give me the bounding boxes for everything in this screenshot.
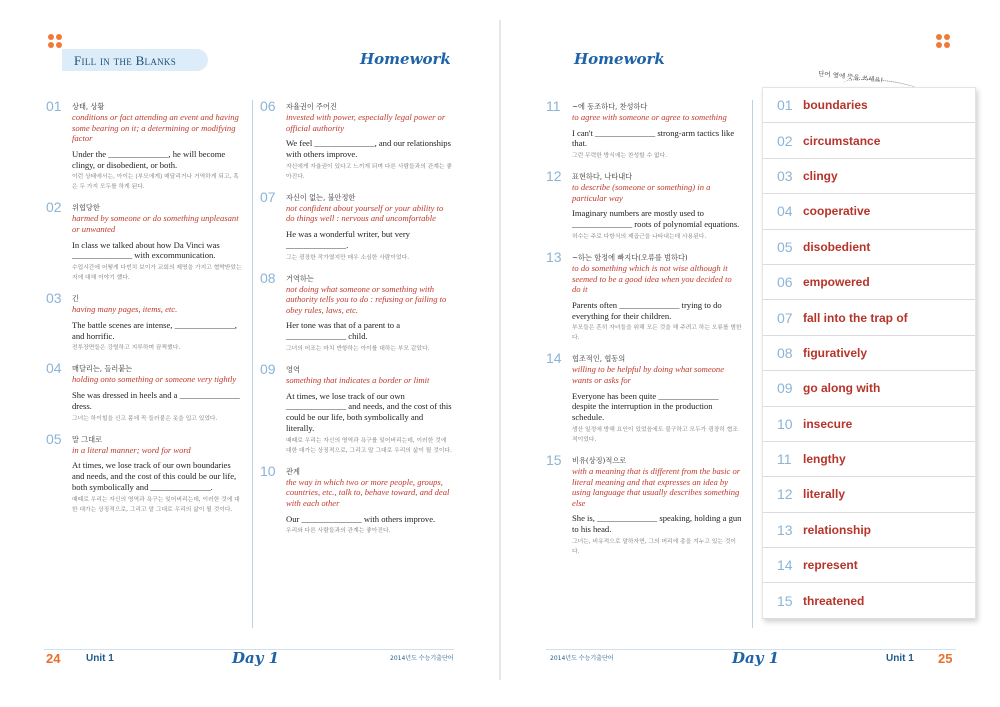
source-label-left: 2014년도 수능기출단어: [390, 655, 454, 662]
answer-word: cooperative: [803, 204, 871, 219]
entry-translation: 때때로 우리는 자신의 영역과 욕구를 잊어버리는데, 이러한 것에 대한 대가는 상징적으로, 그리고 말 그대로 우리의 삶이 될 것이다.: [286, 437, 452, 454]
entry-head: [546, 168, 742, 185]
answer-number: 10: [777, 415, 793, 432]
entry-translation: 이런 상태에서는, 아이는 (부모에게) 매달리거나 거역하게 되고, 혹은 두 가지 모두를 하게 된다.: [72, 174, 239, 191]
entries-column-1: [46, 100, 242, 524]
vocab-entry: [260, 100, 452, 182]
answer-word: figuratively: [803, 345, 868, 360]
entry-head: [260, 100, 452, 112]
entry-translation: 자신에게 자율권이 있다고 느끼게 되며 다른 사람들과의 관계는 좋아진다.: [286, 163, 452, 180]
entry-translation: 생산 일정에 방해 요인이 있었음에도 불구하고 모두가 굉장히 협조적이었다.: [572, 426, 738, 443]
entry-example: Her tone was that of a parent to a ______________ child.: [286, 320, 401, 342]
vocab-entry: [546, 352, 742, 445]
handwritten-note: 단어 옆에 뜻을 쓰세요!: [817, 69, 884, 85]
page-number-right: 25: [938, 651, 953, 666]
answer-row: [763, 265, 975, 300]
answer-word: literally: [803, 487, 846, 502]
entry-definition: in a literal manner; word for word: [72, 444, 191, 455]
vocab-entry: [260, 269, 452, 354]
vocab-entry: [546, 100, 742, 161]
entry-number: 15: [546, 451, 562, 468]
answer-number: 15: [777, 592, 793, 609]
entry-head: [546, 350, 742, 367]
entry-translation: 그녀는, 비유적으로 말하자면, 그의 머리에 총을 겨누고 있는 것이다.: [572, 538, 737, 555]
entry-number: 03: [46, 290, 62, 307]
entry-example: I can't ______________ strong-arm tactics like that.: [572, 127, 735, 149]
page-number-left: 24: [46, 651, 61, 666]
entry-number: 04: [46, 360, 62, 377]
answer-row: [763, 477, 975, 512]
column-divider: [252, 100, 253, 628]
answer-word: threatened: [803, 593, 865, 608]
answer-word: clingy: [803, 168, 838, 183]
answer-number: 06: [777, 274, 793, 291]
entry-definition: the way in which two or more people, groups, countries, etc., talk to, behave toward, and deal with each other: [286, 476, 450, 508]
vocab-entry: [46, 201, 242, 283]
homework-label-left: Homework: [360, 50, 451, 68]
answer-row: [763, 88, 975, 123]
entry-translation: 그는 굉장한 작가였지만 매우 소심한 사람이었다.: [286, 254, 410, 261]
entry-definition: something that indicates a border or limit: [286, 374, 430, 385]
answer-number: 03: [777, 167, 793, 184]
entry-example: At times, we lose track of our own boundaries and needs, and the cost of this could be our life, both symbolically and ______________.: [72, 460, 237, 492]
entry-definition: with a meaning that is different from the basic or literal meaning and that expresses an idea by using language that usually describes something else: [572, 465, 741, 508]
day-label-left: Day 1: [232, 649, 280, 667]
entry-head: [546, 248, 742, 265]
answer-word: relationship: [803, 522, 872, 537]
entry-korean-meaning: 협조적인, 협동의: [572, 354, 626, 364]
entry-translation: 허수는 주로 다항식의 제곱근을 나타내는데 사용된다.: [572, 233, 707, 240]
entry-example: She was dressed in heels and a ______________ dress.: [72, 389, 240, 411]
answer-row: [763, 123, 975, 158]
entry-definition: to describe (someone or something) in a particular way: [572, 182, 711, 203]
unit-label-right: Unit 1: [886, 653, 914, 664]
entry-example: Everyone has been quite ______________ despite the interruption in the production schedule.: [572, 390, 719, 423]
answer-word: boundaries: [803, 98, 868, 113]
entry-definition: not confident about yourself or your ability to do things well : nervous and uncomfortable: [286, 202, 444, 224]
entry-head: [260, 360, 452, 377]
answer-number: 02: [777, 132, 793, 149]
entry-korean-meaning: 거역하는: [286, 273, 314, 283]
entry-number: 13: [546, 248, 562, 265]
vocab-entry: [260, 188, 452, 263]
answer-number: 13: [777, 521, 793, 538]
entry-korean-meaning: 자율권이 주어진: [286, 102, 337, 111]
entry-head: [260, 269, 452, 286]
entries-column-2: [260, 100, 452, 545]
answer-row: [763, 336, 975, 371]
answer-row: [763, 442, 975, 477]
answer-row: [763, 548, 975, 583]
entry-definition: willing to be helpful by doing what someone wants or asks for: [572, 364, 725, 385]
vocab-entry: [46, 100, 242, 192]
answer-number: 05: [777, 238, 793, 255]
answer-row: [763, 194, 975, 229]
entry-translation: 그런 무력한 방식에는 찬성할 수 없다.: [572, 153, 668, 160]
entry-example: At times, we lose track of our own ______________ and needs, and the cost of this could be our life, both symbolically and literally.: [286, 390, 452, 433]
answer-panel: [762, 87, 976, 619]
answer-word: circumstance: [803, 133, 881, 148]
answer-word: empowered: [803, 275, 870, 290]
answer-row: [763, 513, 975, 548]
vocab-entry: [546, 451, 742, 557]
entry-example: Parents often ______________ trying to do everything for their children.: [572, 299, 722, 321]
entry-number: 12: [546, 168, 562, 185]
answer-row: [763, 583, 975, 618]
entry-definition: to do something which is not wise although it seemed to be a good idea when you decided to do it: [572, 262, 732, 295]
entry-number: 09: [260, 360, 276, 377]
entry-definition: holding onto something or someone very tightly: [72, 374, 237, 385]
section-title: Fill in the Blanks: [62, 49, 208, 71]
entry-definition: not doing what someone or something with authority tells you to do : refusing or failing to obey rules, laws, etc.: [286, 283, 447, 315]
entry-korean-meaning: 관계: [286, 466, 300, 476]
orange-dots-icon: [48, 34, 64, 50]
entry-example: We feel ______________, and our relationships with others improve.: [286, 138, 451, 159]
page-gutter: [499, 20, 501, 680]
entry-korean-meaning: ~에 동조하다, 찬성하다: [572, 102, 648, 111]
entry-head: [546, 451, 742, 468]
entry-number: 01: [46, 98, 62, 114]
column-divider: [752, 100, 753, 628]
entry-definition: harmed by someone or do something unpleasant or unwanted: [72, 213, 239, 234]
entry-example: Our ______________ with others improve.: [286, 513, 436, 524]
day-label-right: Day 1: [732, 649, 780, 667]
entries-column-3: [546, 100, 742, 566]
answer-word: fall into the trap of: [803, 310, 908, 325]
answer-number: 07: [777, 309, 793, 326]
answer-number: 08: [777, 344, 793, 361]
entry-example: The battle scenes are intense, ______________, and horrific.: [72, 319, 237, 341]
answer-row: [763, 300, 975, 335]
entry-head: [260, 462, 452, 479]
vocab-entry: [46, 362, 242, 423]
answer-word: go along with: [803, 381, 881, 396]
entry-head: [46, 430, 242, 447]
entry-number: 07: [260, 188, 276, 205]
entry-definition: conditions or fact attending an event and having some bearing on it; a determining or modifying factor: [72, 112, 239, 144]
entry-translation: 전투장면들은 강렬하고 지루하며 끔찍했다.: [72, 345, 181, 352]
unit-label-left: Unit 1: [86, 653, 114, 664]
vocab-entry: [546, 248, 742, 343]
entry-korean-meaning: 표현하다, 나타내다: [572, 172, 633, 182]
answer-word: lengthy: [803, 452, 846, 467]
entry-korean-meaning: 자신이 없는, 불안정한: [286, 192, 356, 202]
entry-number: 06: [260, 98, 276, 114]
entry-example: She is, ______________ speaking, holding a gun to his head.: [572, 513, 742, 535]
entry-definition: invested with power, especially legal power or official authority: [286, 112, 446, 133]
vocab-entry: [46, 430, 242, 515]
answer-number: 01: [777, 97, 793, 114]
entry-head: [46, 360, 242, 377]
entry-translation: 그녀의 어조는 마치 반항하는 아이를 대하는 부모 같았다.: [286, 345, 430, 352]
answer-row: [763, 159, 975, 194]
answer-number: 11: [777, 451, 792, 468]
entry-korean-meaning: 매달리는, 들러붙는: [72, 364, 133, 374]
entry-example: Imaginary numbers are mostly used to ______________ roots of polynomial equations.: [572, 208, 740, 230]
entry-translation: 그녀는 하이힐을 신고 몸에 꼭 들러붙은 옷을 입고 있었다.: [72, 415, 218, 422]
entry-definition: having many pages, items, etc.: [72, 304, 178, 315]
entry-number: 10: [260, 462, 276, 479]
entry-translation: 우리와 다른 사람들과의 관계는 좋아진다.: [286, 528, 391, 535]
entry-korean-meaning: 영역: [286, 364, 300, 374]
entry-korean-meaning: 말 그대로: [72, 434, 103, 444]
entry-translation: 수업시간에 어떻게 다빈치 보이가 교회의 제명을 가지고 협박받았는지에 대해 이야기 했다.: [72, 265, 242, 282]
entry-translation: 때때로 우리는 자신의 영역과 욕구는 잊어버리는데, 이러한 것에 대한 대가는 상징적으로, 그리고 말 그대로 우리의 삶이 될 것이다.: [72, 496, 240, 513]
entry-head: [260, 188, 452, 205]
entry-head: [546, 100, 742, 112]
source-label-right: 2014년도 수능기출단어: [550, 655, 614, 662]
entry-number: 02: [46, 199, 62, 216]
entry-korean-meaning: 긴: [72, 294, 79, 304]
homework-label-right: Homework: [574, 50, 665, 68]
answer-row: [763, 371, 975, 406]
answer-number: 09: [777, 380, 793, 397]
entry-example: In class we talked about how Da Vinci was ______________ with excommunication.: [72, 239, 220, 261]
vocab-entry: [46, 292, 242, 353]
entry-translation: 부모들은 흔히 자녀들을 위해 모든 것을 해 주려고 하는 오류를 범한다.: [572, 325, 742, 342]
answer-number: 04: [777, 203, 793, 220]
entry-korean-meaning: 비유(상징)적으로: [572, 455, 627, 465]
orange-dots-icon: [936, 34, 952, 50]
entry-number: 11: [546, 98, 561, 114]
answer-word: represent: [803, 558, 858, 573]
entry-number: 08: [260, 269, 276, 286]
answer-row: [763, 230, 975, 265]
answer-word: disobedient: [803, 239, 871, 254]
entry-example: He was a wonderful writer, but very ______________.: [286, 228, 410, 250]
entry-number: 14: [546, 350, 562, 367]
vocab-entry: [260, 462, 452, 537]
entry-head: [46, 100, 242, 112]
answer-number: 12: [777, 486, 793, 503]
vocab-entry: [546, 170, 742, 242]
entry-head: [46, 199, 242, 216]
entry-korean-meaning: ~하는 함정에 빠지다(오류를 범하다): [572, 252, 688, 262]
answer-number: 14: [777, 557, 793, 574]
vocab-entry: [260, 360, 452, 456]
answer-row: [763, 407, 975, 442]
entry-head: [46, 290, 242, 307]
entry-definition: to agree with someone or agree to something: [572, 112, 727, 122]
entry-korean-meaning: 위협당한: [72, 203, 100, 213]
answer-word: insecure: [803, 416, 853, 431]
entry-korean-meaning: 상태, 상황: [72, 102, 105, 111]
entry-example: Under the ______________, he will become clingy, or disobedient, or both.: [72, 148, 226, 170]
entry-number: 05: [46, 430, 62, 447]
